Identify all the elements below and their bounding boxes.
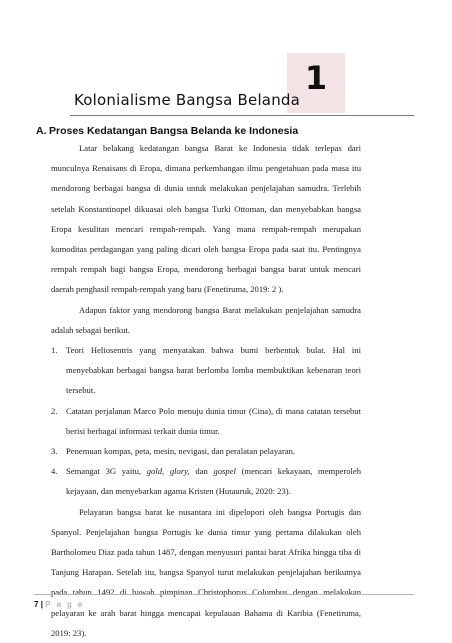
list-item-number: 3.	[51, 446, 58, 457]
paragraph-voyages: Pelayaran bangsa barat ke nusantara ini dipelopori oleh bangsa Portugis dan Spanyol. Penjelajahan bangsa Portugis ke dunia timur yang pertama dilakukan oleh Bartholomeu Diaz pada tahun 1487, dengan menyusuri pantai barat Afrika hingga tiba di Tanjung Harapan. Setelah itu, bangsa Spanyol turut melakukan penjelajahan berikutnya pada tahun 1492 di bawah pimpinan Christophorus Columbus dengan melakukan pelayaran ke arah barat hingga mencapai kepulauan Bahama di Karibia (Fenetiruma, 2019: 23).	[51, 506, 361, 638]
chapter-title: Kolonialisme Bangsa Belanda	[74, 91, 301, 109]
list-item	[51, 441, 361, 461]
body-text	[51, 138, 361, 643]
list-item-text: Penemuan kompas, peta, mesin, nevigasi, dan peralatan pelayaran.	[66, 446, 296, 457]
footer-divider	[34, 594, 414, 595]
section-heading	[36, 125, 298, 137]
list-item	[51, 340, 361, 401]
header-divider	[70, 115, 414, 116]
page-number: 7	[34, 600, 39, 609]
factors-list	[51, 340, 361, 502]
list-item-text-after: (mencari kekayaan, memperoleh kejayaan, dan menyebarkan agama Kristen (Hutauruk, 2020: 23).	[66, 466, 361, 497]
paragraph-factors-intro: Adapun faktor yang mendorong bangsa Barat melakukan penjelajahan samudra adalah sebagai berikut.	[51, 304, 361, 335]
page-footer	[34, 600, 84, 609]
list-item-text: Catatan perjalanan Marco Polo menuju dunia timur (Cina), di mana catatan tersebut berisi berbagai informasi terkait dunia timur.	[66, 405, 361, 436]
list-item-number: 4.	[51, 466, 58, 477]
list-item	[51, 401, 361, 441]
section-letter: A.	[36, 125, 47, 137]
list-item-text-before: Semangat 3G yaitu,	[66, 466, 147, 477]
list-item	[51, 461, 361, 501]
page-label: P a g e	[45, 600, 85, 609]
footer-separator: |	[40, 600, 43, 609]
term-gold: gold	[146, 466, 163, 477]
list-item-number: 2.	[51, 405, 58, 416]
list-item-text: Teori Heliosentris yang menyatakan bahwa bumi berbentuk bulat. Hal ini menyebabkan berbagai bangsa barat berlomba lomba membuktikan kebenaran teori tersebut.	[66, 345, 361, 396]
paragraph-intro: Latar belakang kedatangan bangsa Barat ke Indonesia tidak terlepas dari munculnya Renaisans di Eropa, dimana perkembangan ilmu pengetahuan pada masa itu mendorong berbagai bangsa di dunia untuk melakukan penjelajahan samudra. Terlebih setelah Konstantinopel dikuasai oleh bangsa Turki Ottoman, dan menyebabkan bangsa Eropa kesulitan mencari rempah-rempah. Yang mana rempah-rempah merupakan komoditas perdagangan yang paling dicari oleh bangsa Eropa pada saat itu. Pentingnya rempah rempah bagi bangsa Eropa, mendorong berbagai bangsa barat untuk mencari daerah penghasil rempah-rempah yang baru (Fenetiruma, 2019: 2 ).	[51, 143, 361, 295]
list-item-comma: ,	[162, 466, 170, 477]
term-glory: glory,	[169, 466, 190, 477]
list-item-number: 1.	[51, 345, 58, 356]
term-gospel: gospel	[213, 466, 236, 477]
list-item-conjunction: dan	[189, 466, 214, 477]
section-title: Proses Kedatangan Bangsa Belanda ke Indonesia	[49, 125, 299, 137]
chapter-number: 1	[304, 59, 328, 97]
